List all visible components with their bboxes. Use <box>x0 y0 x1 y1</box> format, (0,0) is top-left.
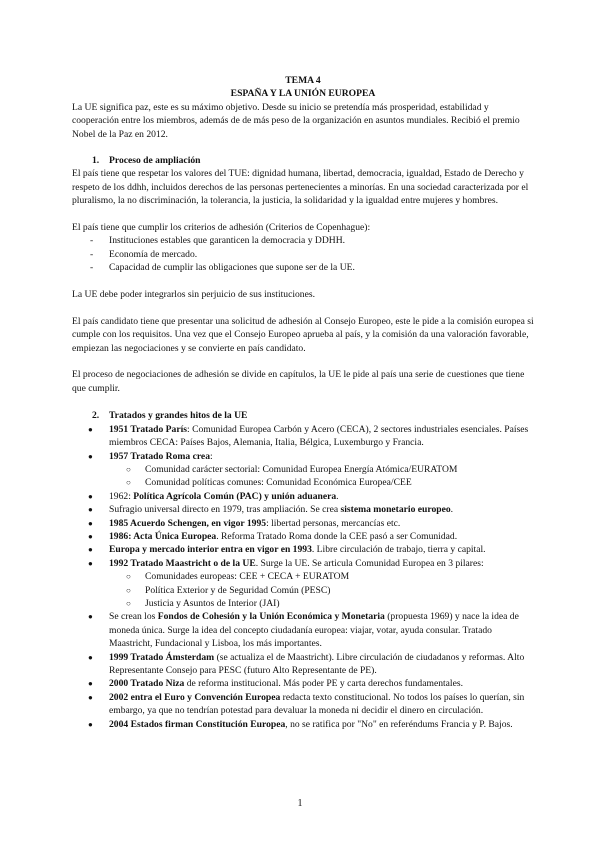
section-2-title: Tratados y grandes hitos de la UE <box>109 410 248 422</box>
item-text: : <box>210 450 213 462</box>
sub-list-item: ○ Comunidad políticas comunes: Comunidad Económica Europea/CEE <box>72 476 534 489</box>
item-text: . Reforma Tratado Roma donde la CEE pasó a ser Comunidad. <box>216 530 458 542</box>
item-text: , no se ratifica por "No" en referéndums Francia y P. Bajos. <box>285 718 513 730</box>
treaties-list <box>72 423 534 731</box>
list-item <box>72 530 534 543</box>
item-bold: 1985 Acuerdo Schengen, en vigor 1995 <box>109 517 267 529</box>
item-text: Se crean los <box>109 611 158 623</box>
item-text: : Comunidad Europea Carbón y Acero (CECA), 2 sectores industriales esenciales. Países miembros CECA: Países Bajos, Alemania, Italia, Bélgica, Luxemburgo y Francia. <box>109 423 529 449</box>
doc-title: TEMA 4 <box>285 75 321 86</box>
item-bold: Política Agrícola Común (PAC) y unión aduanera <box>133 490 337 502</box>
list-item <box>72 651 534 678</box>
list-item <box>72 557 534 611</box>
section-2-heading <box>92 409 534 422</box>
item-text: redacta texto constitucional. No todos los países lo querían, sin embargo, ya que no tendrían potestad para devaluar la moneda ni decidir el dinero en circulación. <box>109 691 525 717</box>
section-1-title: Proceso de ampliación <box>109 155 201 167</box>
section-1-heading <box>92 154 534 167</box>
list-item <box>72 490 534 503</box>
item-text: . <box>336 490 339 502</box>
sub-list <box>72 463 534 490</box>
list-item: - Instituciones estables que garanticen la democracia y DDHH. <box>72 234 534 247</box>
section-2-number: 2. <box>92 410 100 422</box>
sub-list-item: ○ Justicia y Asuntos de Interior (JAI) <box>72 597 534 610</box>
intro-paragraph: La UE significa paz, este es su máximo objetivo. Desde su inicio se pretendía más prosperidad, estabilidad y cooperación entre los miembros, además de de más peso de la organización en asuntos mundiales. Recibió el premio Nobel de la Paz en 2012. <box>72 101 520 140</box>
page-number: 1 <box>297 798 303 809</box>
item-text: . Surge la UE. Se articula Comunidad Europea en 3 pilares: <box>255 557 484 569</box>
item-bold: sistema monetario europeo <box>340 504 451 516</box>
sub-list-item: ○ Política Exterior y de Seguridad Común (PESC) <box>72 584 534 597</box>
list-item: - Capacidad de cumplir las obligaciones que supone ser de la UE. <box>72 261 534 274</box>
item-text: (se actualiza el de Maastricht). Libre circulación de ciudadanos y reformas. Alto Representante Consejo para PESC (futuro Alto Representante de PE). <box>109 651 525 676</box>
list-item <box>72 517 534 530</box>
sub-list-item: ○ Comunidad carácter sectorial: Comunidad Europea Energía Atómica/EURATOM <box>72 463 534 476</box>
item-text: 1962: <box>109 490 134 502</box>
item-bold: 2004 Estados firman Constitución Europea <box>109 718 286 730</box>
list-item <box>72 543 534 556</box>
section-1-paragraph-criteria: El país tiene que cumplir los criterios de adhesión (Criterios de Copenhague): <box>72 222 371 234</box>
criteria-list <box>72 234 534 274</box>
list-item <box>72 677 534 690</box>
list-item <box>72 423 534 450</box>
section-1-number: 1. <box>92 155 100 167</box>
item-bold: 2000 Tratado Niza <box>109 678 185 690</box>
item-text: (propuesta 1969) y nace la idea de moneda única. Surge la idea del concepto ciudadanía europea: viajar, votar, ayuda consular. Tratado Maastricht, Fundacional y Lisboa, los más importantes. <box>109 611 519 650</box>
section-1-paragraph-integration: La UE debe poder integrarlos sin perjuicio de sus instituciones. <box>72 289 315 301</box>
item-text: . <box>450 504 454 516</box>
item-bold: 1986: Acta Única Europea <box>109 530 217 542</box>
list-item <box>72 450 534 490</box>
item-text: Sufragio universal directo en 1979, tras ampliación. Se crea <box>109 504 341 516</box>
item-bold: Europa y mercado interior entra en vigor en 1993 <box>109 544 312 556</box>
section-1-paragraph-chapters: El proceso de negociaciones de adhesión se divide en capítulos, la UE le pide al país una serie de cuestiones que tiene que cumplir. <box>72 369 525 394</box>
item-bold: 1992 Tratado Maastricht o de la UE <box>109 557 256 569</box>
list-item <box>72 610 534 650</box>
item-text: . Libre circulación de trabajo, tierra y capital. <box>311 544 486 556</box>
list-item <box>72 718 534 731</box>
section-1-paragraph-values: El país tiene que respetar los valores del TUE: dignidad humana, libertad, democracia, igualdad, Estado de Derecho y respeto de los ddhh, incluidos derechos de las personas pertenecientes a minorías. En una sociedad caracterizada por el pluralismo, la no discriminación, la tolerancia, la justicia, la solidaridad y la igualdad entre mujeres y hombres. <box>72 168 529 207</box>
item-bold: 1951 Tratado París <box>109 423 187 435</box>
sub-list <box>72 570 534 610</box>
document-body <box>72 74 534 731</box>
list-item <box>72 503 534 516</box>
item-bold: 1957 Tratado Roma crea <box>109 450 210 462</box>
section-1-paragraph-procedure: El país candidato tiene que presentar una solicitud de adhesión al Consejo Europeo, este le pide a la comisión europea si cumple con los requisitos. Una vez que el Consejo Europeo aprueba al país, y la comisión da una valoración favorable, empiezan las negociaciones y se convierte en país candidato. <box>72 315 534 354</box>
item-text: : libertad personas, mercancías etc. <box>266 517 401 529</box>
item-bold: Fondos de Cohesión y la Unión Económica y Monetaria <box>157 611 385 623</box>
list-item: - Economía de mercado. <box>72 248 534 261</box>
list-item <box>72 691 534 718</box>
item-bold: 2002 entra el Euro y Convención Europea <box>109 691 281 703</box>
doc-subtitle: ESPAÑA Y LA UNIÓN EUROPEA <box>230 88 376 100</box>
item-bold: 1999 Tratado Ámsterdam <box>109 651 215 663</box>
item-text: de reforma institucional. Más poder PE y carta derechos fundamentales. <box>184 678 463 690</box>
sub-list-item: ○ Comunidades europeas: CEE + CECA + EURATOM <box>72 570 534 583</box>
